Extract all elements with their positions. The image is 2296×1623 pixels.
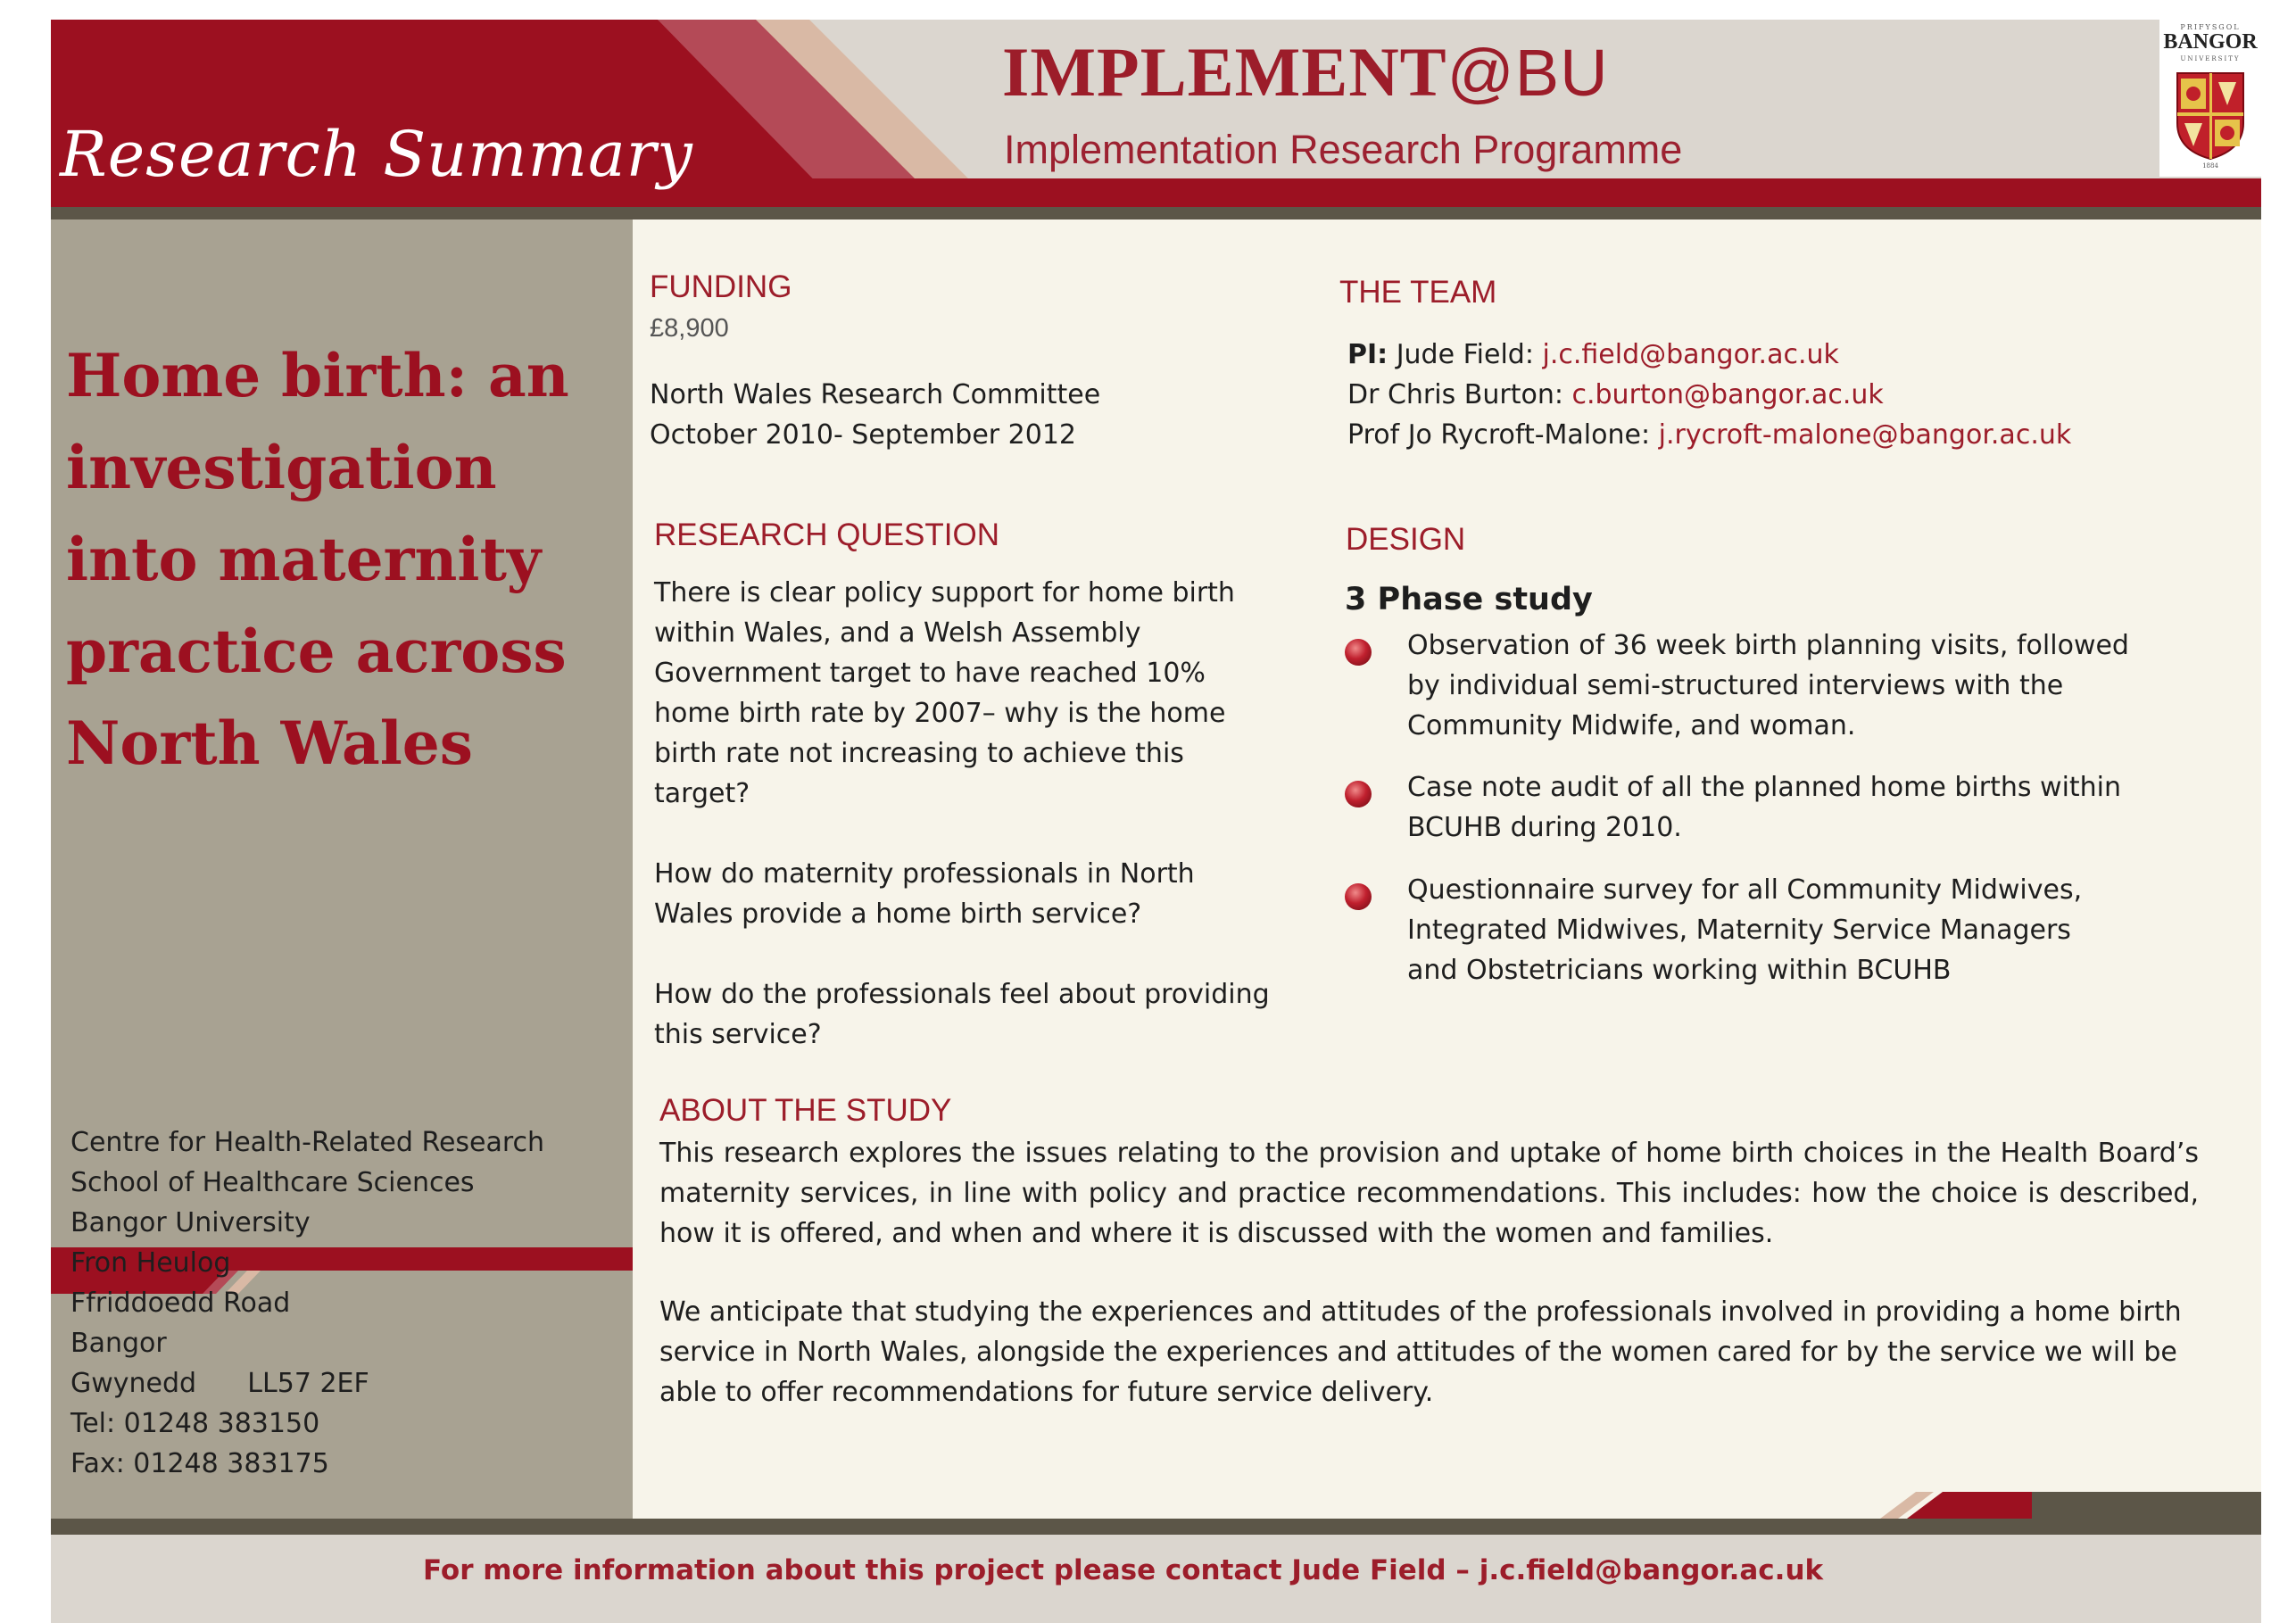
left-sidebar xyxy=(51,219,633,1536)
project-title: Home birth: an investigation into maternity practice across North Wales xyxy=(66,341,569,778)
shield-icon xyxy=(2176,71,2245,161)
team-member xyxy=(1347,335,2071,375)
about-heading: ABOUT THE STUDY xyxy=(659,1093,952,1128)
contact-address xyxy=(70,1122,544,1484)
about-paragraph-1: This research explores the issues relating to the provision and uptake of home birth choices in the Health Board’s maternity services, in line with policy and practice recommendations. This includes: how the choice is described, how it is offered, and when and where it is discussed with the women and families. xyxy=(659,1138,2199,1249)
footer-dark-block xyxy=(2032,1492,2261,1519)
footer-contact-text: For more information about this project please contact Jude Field – j.c.field@bangor.ac.uk xyxy=(423,1554,1824,1586)
about-paragraph-2: We anticipate that studying the experiences and attitudes of the professionals involved in providing a home birth service in North Wales, alongside the experiences and attitudes of the women cared for by the service we will be able to offer recommendations for future service delivery. xyxy=(659,1296,2182,1408)
programme-subtitle: Implementation Research Programme xyxy=(1004,127,1683,172)
design-bullet-1: Observation of 36 week birth planning visits, followed by individual semi-structured interviews with the Community Midwife, and woman. xyxy=(1407,630,2129,741)
header-divider xyxy=(51,207,2261,219)
address-line: Fax: 01248 383175 xyxy=(70,1448,329,1479)
design-subheading: 3 Phase study xyxy=(1345,582,1593,617)
team-member xyxy=(1347,375,2071,415)
funding-heading: FUNDING xyxy=(650,269,792,304)
team-member-email[interactable]: c.burton@bangor.ac.uk xyxy=(1571,379,1884,410)
funding-details xyxy=(650,375,1100,455)
team-member-name: Prof Jo Rycroft-Malone: xyxy=(1347,419,1659,451)
bullet-icon xyxy=(1345,639,1372,666)
funding-amount: £8,900 xyxy=(650,314,729,343)
team-member-role: PI: xyxy=(1347,339,1388,370)
address-line: Ffriddoedd Road xyxy=(70,1288,291,1319)
team-member xyxy=(1347,415,2071,455)
logo-bottom-text: UNIVERSITY xyxy=(2180,55,2241,62)
bullet-icon xyxy=(1345,883,1372,910)
design-bullet-3: Questionnaire survey for all Community Midwives, Integrated Midwives, Maternity Service Managers and Obstetricians working within BCUHB xyxy=(1407,874,2083,986)
logo-top-text: PRIFYSGOL xyxy=(2180,23,2241,31)
research-summary-badge: Research Summary xyxy=(60,118,693,191)
research-question-heading: RESEARCH QUESTION xyxy=(654,518,999,552)
address-line: Fron Heulog xyxy=(70,1247,231,1279)
address-line: Centre for Health-Related Research xyxy=(70,1127,545,1158)
team-member-name: Dr Chris Burton: xyxy=(1347,379,1572,410)
research-question-text-2: How do maternity professionals in North Wales provide a home birth service? xyxy=(654,858,1195,930)
team-member-name: Jude Field: xyxy=(1388,339,1543,370)
research-question-text-3: How do the professionals feel about providing this service? xyxy=(654,979,1270,1050)
address-line: Bangor xyxy=(70,1328,167,1359)
programme-title-main: IMPLEMENT xyxy=(1002,33,1447,111)
logo-name: BANGOR xyxy=(2163,30,2258,54)
footer-divider xyxy=(51,1519,2261,1535)
programme-title-suffix: @BU xyxy=(1446,36,1609,110)
funder: North Wales Research Committee xyxy=(650,379,1101,410)
address-line: Bangor University xyxy=(70,1207,311,1238)
design-heading: DESIGN xyxy=(1346,522,1466,557)
team-member-email[interactable]: j.c.field@bangor.ac.uk xyxy=(1542,339,1839,370)
design-bullet-2: Case note audit of all the planned home births within BCUHB during 2010. xyxy=(1407,772,2122,843)
address-line: School of Healthcare Sciences xyxy=(70,1167,475,1198)
funding-period: October 2010- September 2012 xyxy=(650,419,1077,451)
team-list xyxy=(1347,335,2071,455)
bullet-icon xyxy=(1345,781,1372,807)
bangor-university-logo xyxy=(2159,20,2261,177)
team-member-email[interactable]: j.rycroft-malone@bangor.ac.uk xyxy=(1658,419,2072,451)
research-question-text-1: There is clear policy support for home birth within Wales, and a Welsh Assembly Government target to have reached 10% home birth rate by 2007– why is the home birth rate not increasing to achieve this target? xyxy=(654,577,1235,809)
programme-title xyxy=(1002,32,1609,112)
team-heading: THE TEAM xyxy=(1339,275,1497,310)
research-summary-page xyxy=(51,20,2261,1623)
address-line: Gwynedd LL57 2EF xyxy=(70,1368,369,1399)
address-line: Tel: 01248 383150 xyxy=(70,1408,320,1439)
logo-year: 1884 xyxy=(2202,162,2218,170)
